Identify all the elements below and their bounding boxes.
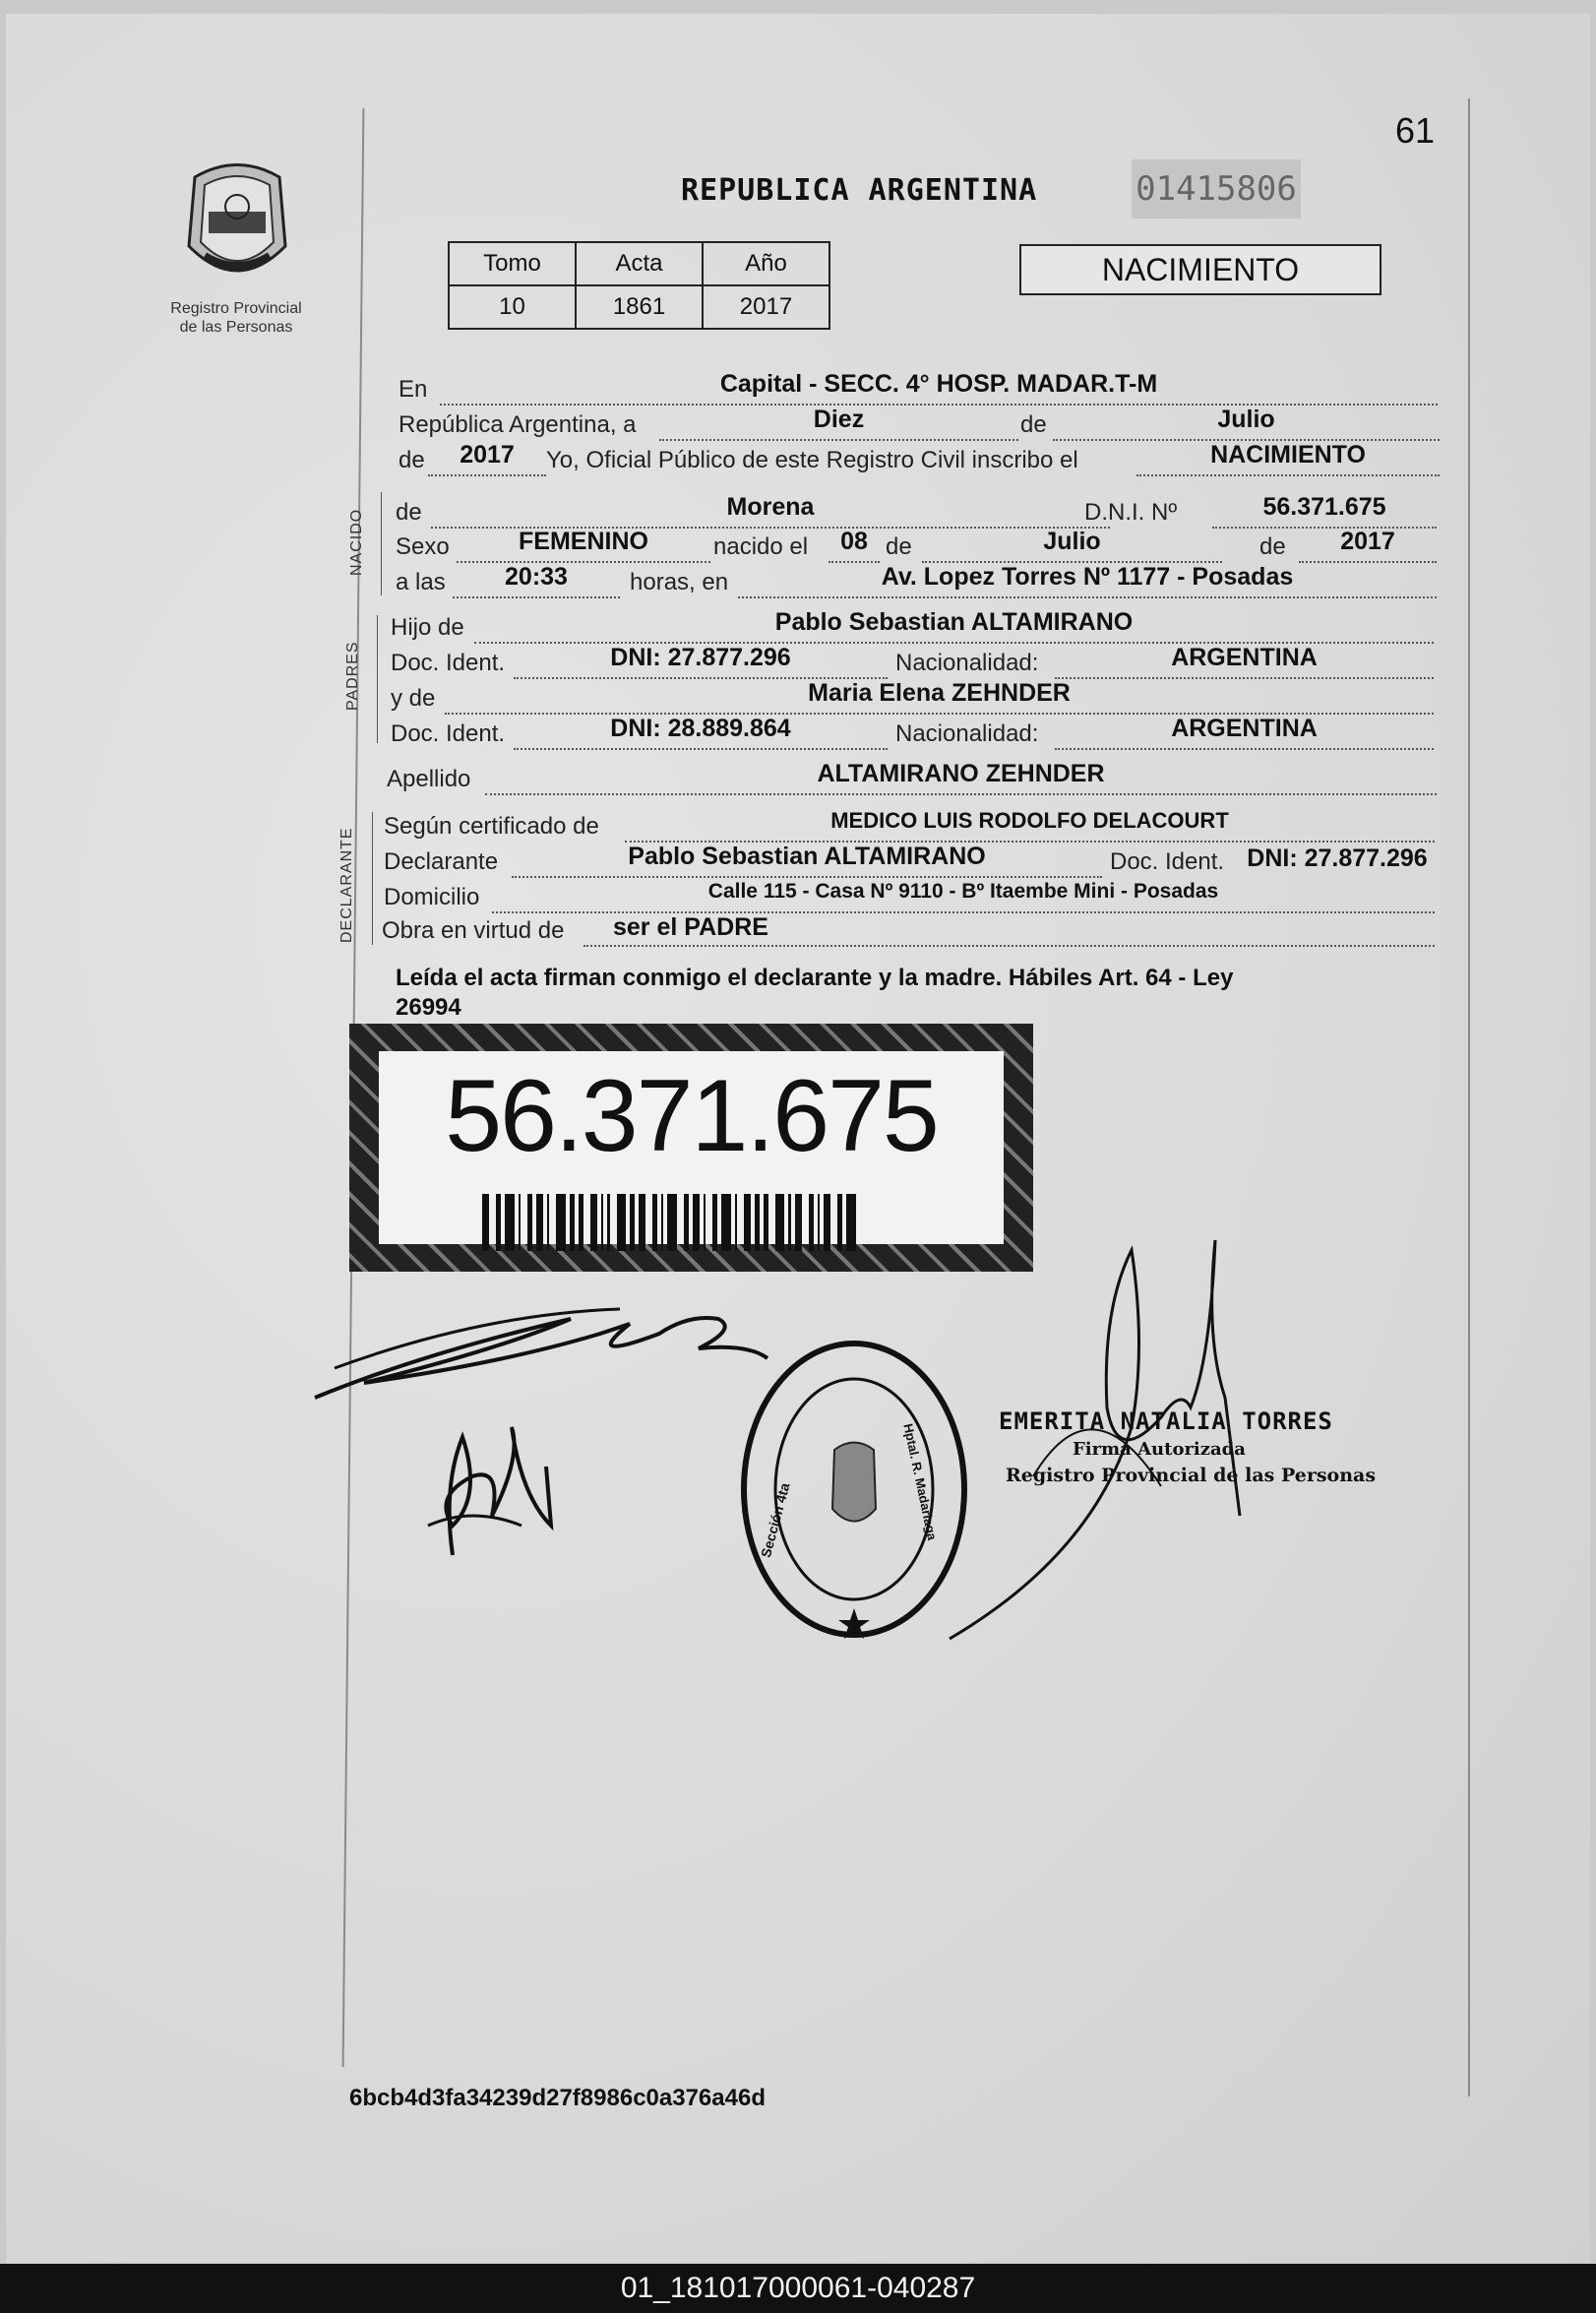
officer-office: Registro Provincial de las Personas bbox=[1006, 1465, 1377, 1486]
mother-signature bbox=[413, 1407, 561, 1565]
label-domicilio: Domicilio bbox=[384, 884, 480, 910]
label-de-nombre: de bbox=[396, 499, 422, 526]
field-declarante-doc: DNI: 27.877.296 bbox=[1247, 844, 1428, 872]
barcode-bars bbox=[482, 1194, 895, 1251]
stamp-inner-right: Hptal. R. Madariaga bbox=[900, 1422, 941, 1542]
label-yo-oficial: Yo, Oficial Público de este Registro Civil inscribo el bbox=[546, 447, 1078, 473]
barcode-bar bbox=[639, 1194, 645, 1251]
table-value-anio: 2017 bbox=[703, 285, 829, 329]
line-madre-doc bbox=[391, 715, 1437, 752]
barcode-bar bbox=[712, 1194, 717, 1251]
line-declarante bbox=[384, 843, 1435, 880]
document-hash: 6bcb4d3fa34239d27f8986c0a376a46d bbox=[349, 2085, 766, 2111]
label-doc-ident-madre: Doc. Ident. bbox=[391, 720, 506, 747]
barcode-bar bbox=[795, 1194, 802, 1251]
label-doc-ident-declarante: Doc. Ident. bbox=[1110, 848, 1225, 875]
barcode-bar bbox=[519, 1194, 521, 1251]
barcode-number: 56.371.675 bbox=[445, 1059, 938, 1173]
label-sexo: Sexo bbox=[396, 533, 450, 560]
label-de-mes: de bbox=[1020, 411, 1047, 438]
field-nac-dia: 08 bbox=[829, 535, 880, 563]
closing-text-1: Leída el acta firman conmigo el declarante y la madre. Hábiles Art. 64 - Ley bbox=[396, 965, 1234, 991]
declarante-bracket bbox=[372, 812, 373, 945]
field-apellido: ALTAMIRANO ZEHNDER bbox=[485, 768, 1437, 795]
label-hijo-de: Hijo de bbox=[391, 614, 464, 641]
field-tipo: NACIMIENTO bbox=[1136, 449, 1440, 476]
header-title: REPUBLICA ARGENTINA bbox=[681, 173, 1038, 208]
line-nombre bbox=[396, 493, 1437, 531]
field-dia: Diez bbox=[659, 413, 1018, 441]
field-declarante: Pablo Sebastian ALTAMIRANO bbox=[512, 850, 1102, 878]
label-y-de: y de bbox=[391, 685, 436, 712]
field-madre: Maria Elena ZEHNDER bbox=[445, 687, 1434, 715]
field-madre-doc: DNI: 28.889.864 bbox=[514, 722, 888, 750]
field-lugar-nac: Av. Lopez Torres Nº 1177 - Posadas bbox=[738, 571, 1437, 598]
officer-role: Firma Autorizada bbox=[1073, 1439, 1246, 1460]
side-label-declarante: DECLARANTE bbox=[338, 827, 355, 943]
field-padre: Pablo Sebastian ALTAMIRANO bbox=[474, 616, 1434, 644]
table-header-tomo: Tomo bbox=[449, 242, 576, 285]
barcode-bar bbox=[505, 1194, 515, 1251]
right-margin-line bbox=[1468, 98, 1470, 2096]
line-padre-doc bbox=[391, 644, 1437, 681]
side-label-nacido: NACIDO bbox=[348, 508, 365, 576]
dni-barcode-label bbox=[349, 1024, 1033, 1272]
line-domicilio bbox=[384, 882, 1435, 915]
label-de-nac-anio: de bbox=[1259, 533, 1286, 560]
label-dni: D.N.I. Nº bbox=[1084, 499, 1178, 526]
field-padre-nac: ARGENTINA bbox=[1055, 652, 1434, 679]
barcode-bar bbox=[667, 1194, 677, 1251]
label-declarante: Declarante bbox=[384, 848, 499, 875]
field-certificado: MEDICO LUIS RODOLFO DELACOURT bbox=[625, 815, 1435, 843]
field-madre-nac: ARGENTINA bbox=[1055, 722, 1434, 750]
line-apellido bbox=[387, 760, 1437, 797]
closing-text-2: 26994 bbox=[396, 994, 461, 1021]
label-horas-en: horas, en bbox=[630, 569, 729, 595]
barcode-bar bbox=[496, 1194, 501, 1251]
line-oficial bbox=[399, 441, 1440, 478]
barcode-bar bbox=[684, 1194, 689, 1251]
label-de-nac-mes: de bbox=[886, 533, 912, 560]
field-dni: 56.371.675 bbox=[1212, 501, 1437, 529]
footer-id: 01_181017000061-040287 bbox=[0, 2264, 1596, 2313]
barcode-bar bbox=[764, 1194, 768, 1251]
field-hora: 20:33 bbox=[453, 571, 620, 598]
barcode-bar bbox=[744, 1194, 751, 1251]
stamp-inner-left: Sección 4ta bbox=[758, 1480, 793, 1560]
barcode-bar bbox=[570, 1194, 575, 1251]
field-padre-doc: DNI: 27.877.296 bbox=[514, 652, 888, 679]
barcode-bar bbox=[547, 1194, 549, 1251]
padres-bracket bbox=[377, 615, 378, 743]
barcode-bar bbox=[661, 1194, 663, 1251]
official-stamp bbox=[738, 1337, 970, 1642]
barcode-bar bbox=[536, 1194, 543, 1251]
barcode-bar bbox=[755, 1194, 760, 1251]
barcode-bar bbox=[607, 1194, 609, 1251]
province-seal bbox=[175, 157, 299, 293]
barcode-bar bbox=[735, 1194, 737, 1251]
barcode-bar bbox=[556, 1194, 566, 1251]
field-nac-anio: 2017 bbox=[1299, 535, 1437, 563]
label-segun-cert: Según certificado de bbox=[384, 813, 599, 840]
field-anio: 2017 bbox=[428, 449, 546, 476]
barcode-bar bbox=[693, 1194, 700, 1251]
line-padre bbox=[391, 608, 1437, 646]
line-en bbox=[399, 370, 1440, 407]
label-de-anio: de bbox=[399, 447, 425, 473]
label-a-las: a las bbox=[396, 569, 446, 595]
field-obra: ser el PADRE bbox=[583, 921, 1435, 947]
line-obra bbox=[382, 915, 1435, 949]
field-mes: Julio bbox=[1053, 413, 1440, 441]
registry-name-line2: de las Personas bbox=[179, 319, 293, 336]
label-republica: República Argentina, a bbox=[399, 411, 637, 438]
label-nacionalidad-padre: Nacionalidad: bbox=[895, 650, 1039, 676]
page-number: 61 bbox=[1395, 110, 1436, 151]
barcode-bar bbox=[617, 1194, 627, 1251]
barcode-bar bbox=[846, 1194, 856, 1251]
barcode-bar bbox=[837, 1194, 842, 1251]
registry-name-line1: Registro Provincial bbox=[170, 300, 302, 317]
barcode-bar bbox=[579, 1194, 583, 1251]
document-type-box: NACIMIENTO bbox=[1019, 244, 1381, 295]
label-apellido: Apellido bbox=[387, 766, 471, 792]
barcode-bar bbox=[601, 1194, 603, 1251]
line-hora bbox=[396, 563, 1437, 600]
barcode-bar bbox=[482, 1194, 489, 1251]
nacido-bracket bbox=[381, 492, 382, 595]
barcode-bar bbox=[652, 1194, 657, 1251]
barcode-bar bbox=[809, 1194, 814, 1251]
barcode-bar bbox=[630, 1194, 635, 1251]
barcode-bar bbox=[788, 1194, 790, 1251]
field-domicilio: Calle 115 - Casa Nº 9110 - Bº Itaembe Mini - Posadas bbox=[492, 886, 1435, 913]
line-republica bbox=[399, 406, 1440, 443]
barcode-bar bbox=[775, 1194, 785, 1251]
barcode-inner-panel bbox=[379, 1051, 1004, 1244]
table-header-acta: Acta bbox=[576, 242, 703, 285]
label-obra: Obra en virtud de bbox=[382, 917, 565, 944]
field-sexo: FEMENINO bbox=[457, 535, 710, 563]
line-certificado bbox=[384, 808, 1435, 844]
label-nacido-el: nacido el bbox=[713, 533, 809, 560]
side-label-padres: PADRES bbox=[344, 641, 361, 711]
line-sexo bbox=[396, 528, 1437, 565]
field-nombre: Morena bbox=[431, 501, 1110, 529]
serial-number: 01415806 bbox=[1132, 159, 1301, 219]
field-lugar: Capital - SECC. 4° HOSP. MADAR.T-M bbox=[440, 378, 1438, 406]
table-value-tomo: 10 bbox=[449, 285, 576, 329]
label-doc-ident-padre: Doc. Ident. bbox=[391, 650, 506, 676]
barcode-bar bbox=[721, 1194, 731, 1251]
barcode-bar bbox=[704, 1194, 706, 1251]
label-en: En bbox=[399, 376, 428, 403]
register-table bbox=[448, 241, 830, 330]
table-header-anio: Año bbox=[703, 242, 829, 285]
barcode-bar bbox=[824, 1194, 830, 1251]
label-nacionalidad-madre: Nacionalidad: bbox=[895, 720, 1039, 747]
table-value-acta: 1861 bbox=[576, 285, 703, 329]
barcode-bar bbox=[818, 1194, 820, 1251]
barcode-bar bbox=[527, 1194, 532, 1251]
line-madre bbox=[391, 679, 1437, 717]
officer-signature bbox=[945, 1230, 1259, 1644]
declarant-signature bbox=[305, 1294, 777, 1412]
field-nac-mes: Julio bbox=[922, 535, 1222, 563]
officer-name: EMERITA NATALIA TORRES bbox=[999, 1407, 1333, 1435]
barcode-bar bbox=[590, 1194, 597, 1251]
